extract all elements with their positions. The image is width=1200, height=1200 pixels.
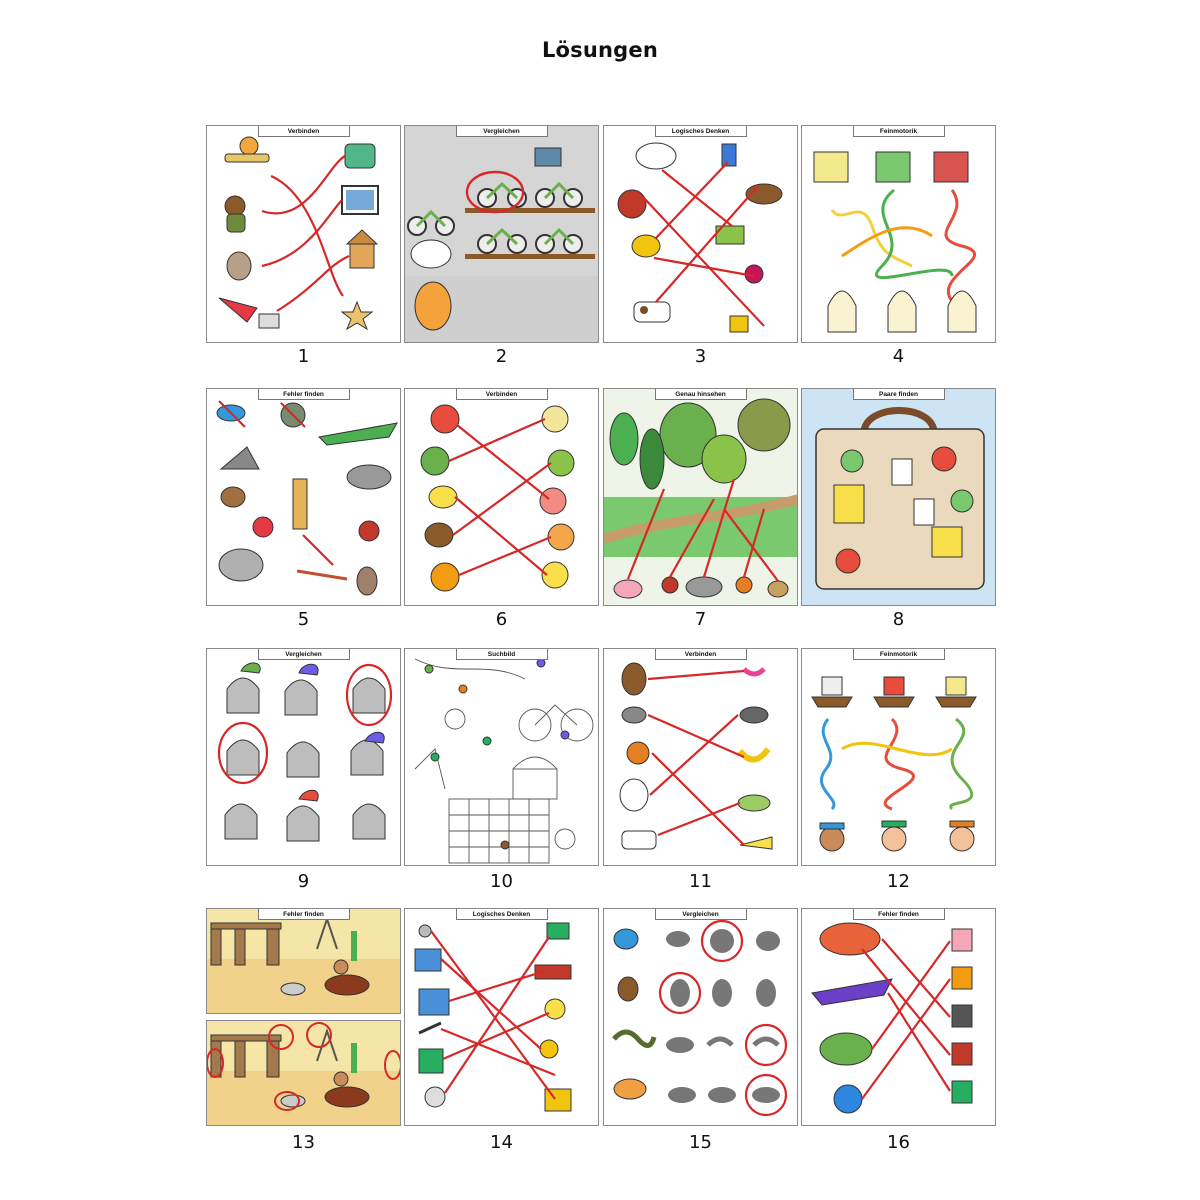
lemon-icon	[429, 486, 457, 508]
puzzle-card-9	[206, 648, 401, 866]
knife-icon	[419, 1023, 441, 1033]
puzzle-number: 2	[495, 346, 508, 367]
parrot-icon	[219, 298, 279, 328]
monkey-icon	[618, 977, 638, 1001]
sheep-icon	[636, 143, 676, 169]
cat-icon	[225, 137, 269, 162]
scarf-icon	[345, 144, 375, 168]
puzzle-card-15	[603, 908, 798, 1126]
puzzle-label: Fehler finden	[258, 388, 350, 400]
picnic-basket-icon	[513, 757, 557, 799]
puzzle-number: 15	[689, 1132, 712, 1153]
puzzle-label: Suchbild	[456, 648, 548, 660]
bird-icon	[627, 742, 649, 764]
puzzle-card-13-bottom	[206, 1020, 401, 1126]
chick-icon	[834, 1085, 862, 1113]
painting-icon	[342, 186, 378, 214]
puzzle-label: Logisches Denken	[655, 125, 747, 137]
puzzle-card-4	[801, 125, 996, 343]
puzzle-card-1	[206, 125, 401, 343]
giraffe-icon	[293, 479, 307, 529]
leopard-icon	[614, 1079, 646, 1099]
key-icon	[419, 925, 431, 937]
puzzle-label: Feinmotorik	[853, 125, 945, 137]
snake-icon	[614, 1032, 654, 1046]
puzzle-card-10	[404, 648, 599, 866]
puzzle-number: 3	[694, 346, 707, 367]
birdhouse-icon	[347, 230, 377, 268]
puzzle-label: Feinmotorik	[853, 648, 945, 660]
wolf-icon	[221, 447, 259, 469]
ladybug-icon	[253, 517, 273, 537]
puzzle-label: Logisches Denken	[456, 908, 548, 920]
hen-icon	[359, 521, 379, 541]
puzzle-label: Verbinden	[655, 648, 747, 660]
puzzle-number: 13	[292, 1132, 315, 1153]
hen-icon	[618, 190, 646, 218]
dragonfly-icon	[297, 571, 347, 579]
puzzle-number: 12	[887, 871, 910, 892]
puzzle-card-6	[404, 388, 599, 606]
crocodile-icon	[812, 979, 892, 1005]
elephant-icon	[820, 923, 880, 955]
watering-can-icon	[419, 1049, 443, 1073]
puzzle-label: Vergleichen	[655, 908, 747, 920]
puzzle-number: 14	[490, 1132, 513, 1153]
puzzle-label: Vergleichen	[456, 125, 548, 137]
puzzle-number: 4	[892, 346, 905, 367]
puzzle-number: 6	[495, 609, 508, 630]
puzzle-number: 5	[297, 609, 310, 630]
mouse-icon	[227, 252, 251, 280]
bulb-icon	[545, 999, 565, 1019]
puzzle-card-12	[801, 648, 996, 866]
puzzle-card-2	[404, 125, 599, 343]
puzzle-number: 1	[297, 346, 310, 367]
tomato-icon	[431, 405, 459, 433]
page-title: Lösungen	[541, 38, 659, 62]
star-cookies-icon	[342, 302, 372, 329]
puzzle-label: Fehler finden	[258, 908, 350, 920]
puzzle-label: Vergleichen	[258, 648, 350, 660]
mouse-icon	[622, 707, 646, 723]
puzzle-label: Verbinden	[258, 125, 350, 137]
puzzle-card-16	[801, 908, 996, 1126]
puzzle-card-8	[801, 388, 996, 606]
puzzle-card-3	[603, 125, 798, 343]
cow-icon	[622, 831, 656, 849]
pirate-icon	[820, 821, 974, 851]
puzzle-card-5	[206, 388, 401, 606]
bicycle-icon	[519, 705, 593, 741]
teapot-icon	[425, 1087, 445, 1107]
puzzle-card-11	[603, 648, 798, 866]
orange-icon	[431, 563, 459, 591]
puzzle-card-14	[404, 908, 599, 1126]
puzzle-card-7	[603, 388, 798, 606]
puzzle-label: Paare finden	[853, 388, 945, 400]
castle-icon	[814, 152, 968, 182]
puzzle-number: 11	[689, 871, 712, 892]
rhino-icon	[347, 465, 391, 489]
pirate-ship-icon	[812, 677, 976, 707]
shirt-icon	[419, 989, 449, 1015]
elephant-icon	[219, 549, 263, 581]
puzzle-number: 10	[490, 871, 513, 892]
puzzle-label: Verbinden	[456, 388, 548, 400]
cow-icon	[634, 302, 670, 322]
dog-icon	[415, 282, 451, 330]
kiwi-icon	[425, 523, 453, 547]
puzzle-number: 7	[694, 609, 707, 630]
monkey-icon	[225, 196, 245, 232]
bear-icon	[620, 779, 648, 811]
monkey-icon	[622, 663, 646, 695]
puzzle-card-13-top	[206, 908, 401, 1014]
cup-icon	[547, 923, 569, 939]
button-icon	[540, 1040, 558, 1058]
apple-icon	[421, 447, 449, 475]
puzzle-label: Genau hinsehen	[655, 388, 747, 400]
puzzle-number: 16	[887, 1132, 910, 1153]
puzzle-label: Fehler finden	[853, 908, 945, 920]
puzzle-number: 9	[297, 871, 310, 892]
bee-icon	[632, 235, 660, 257]
ghost-icon	[828, 291, 976, 332]
cat-icon	[357, 567, 377, 595]
paint-can-icon	[952, 929, 972, 1103]
knight-helmet-icon	[225, 678, 385, 841]
parrot-icon	[614, 929, 638, 949]
pants-icon	[415, 949, 441, 971]
puzzle-number: 8	[892, 609, 905, 630]
crocodile-icon	[319, 423, 397, 445]
rabbit-icon	[221, 487, 245, 507]
pig-icon	[820, 1033, 872, 1065]
